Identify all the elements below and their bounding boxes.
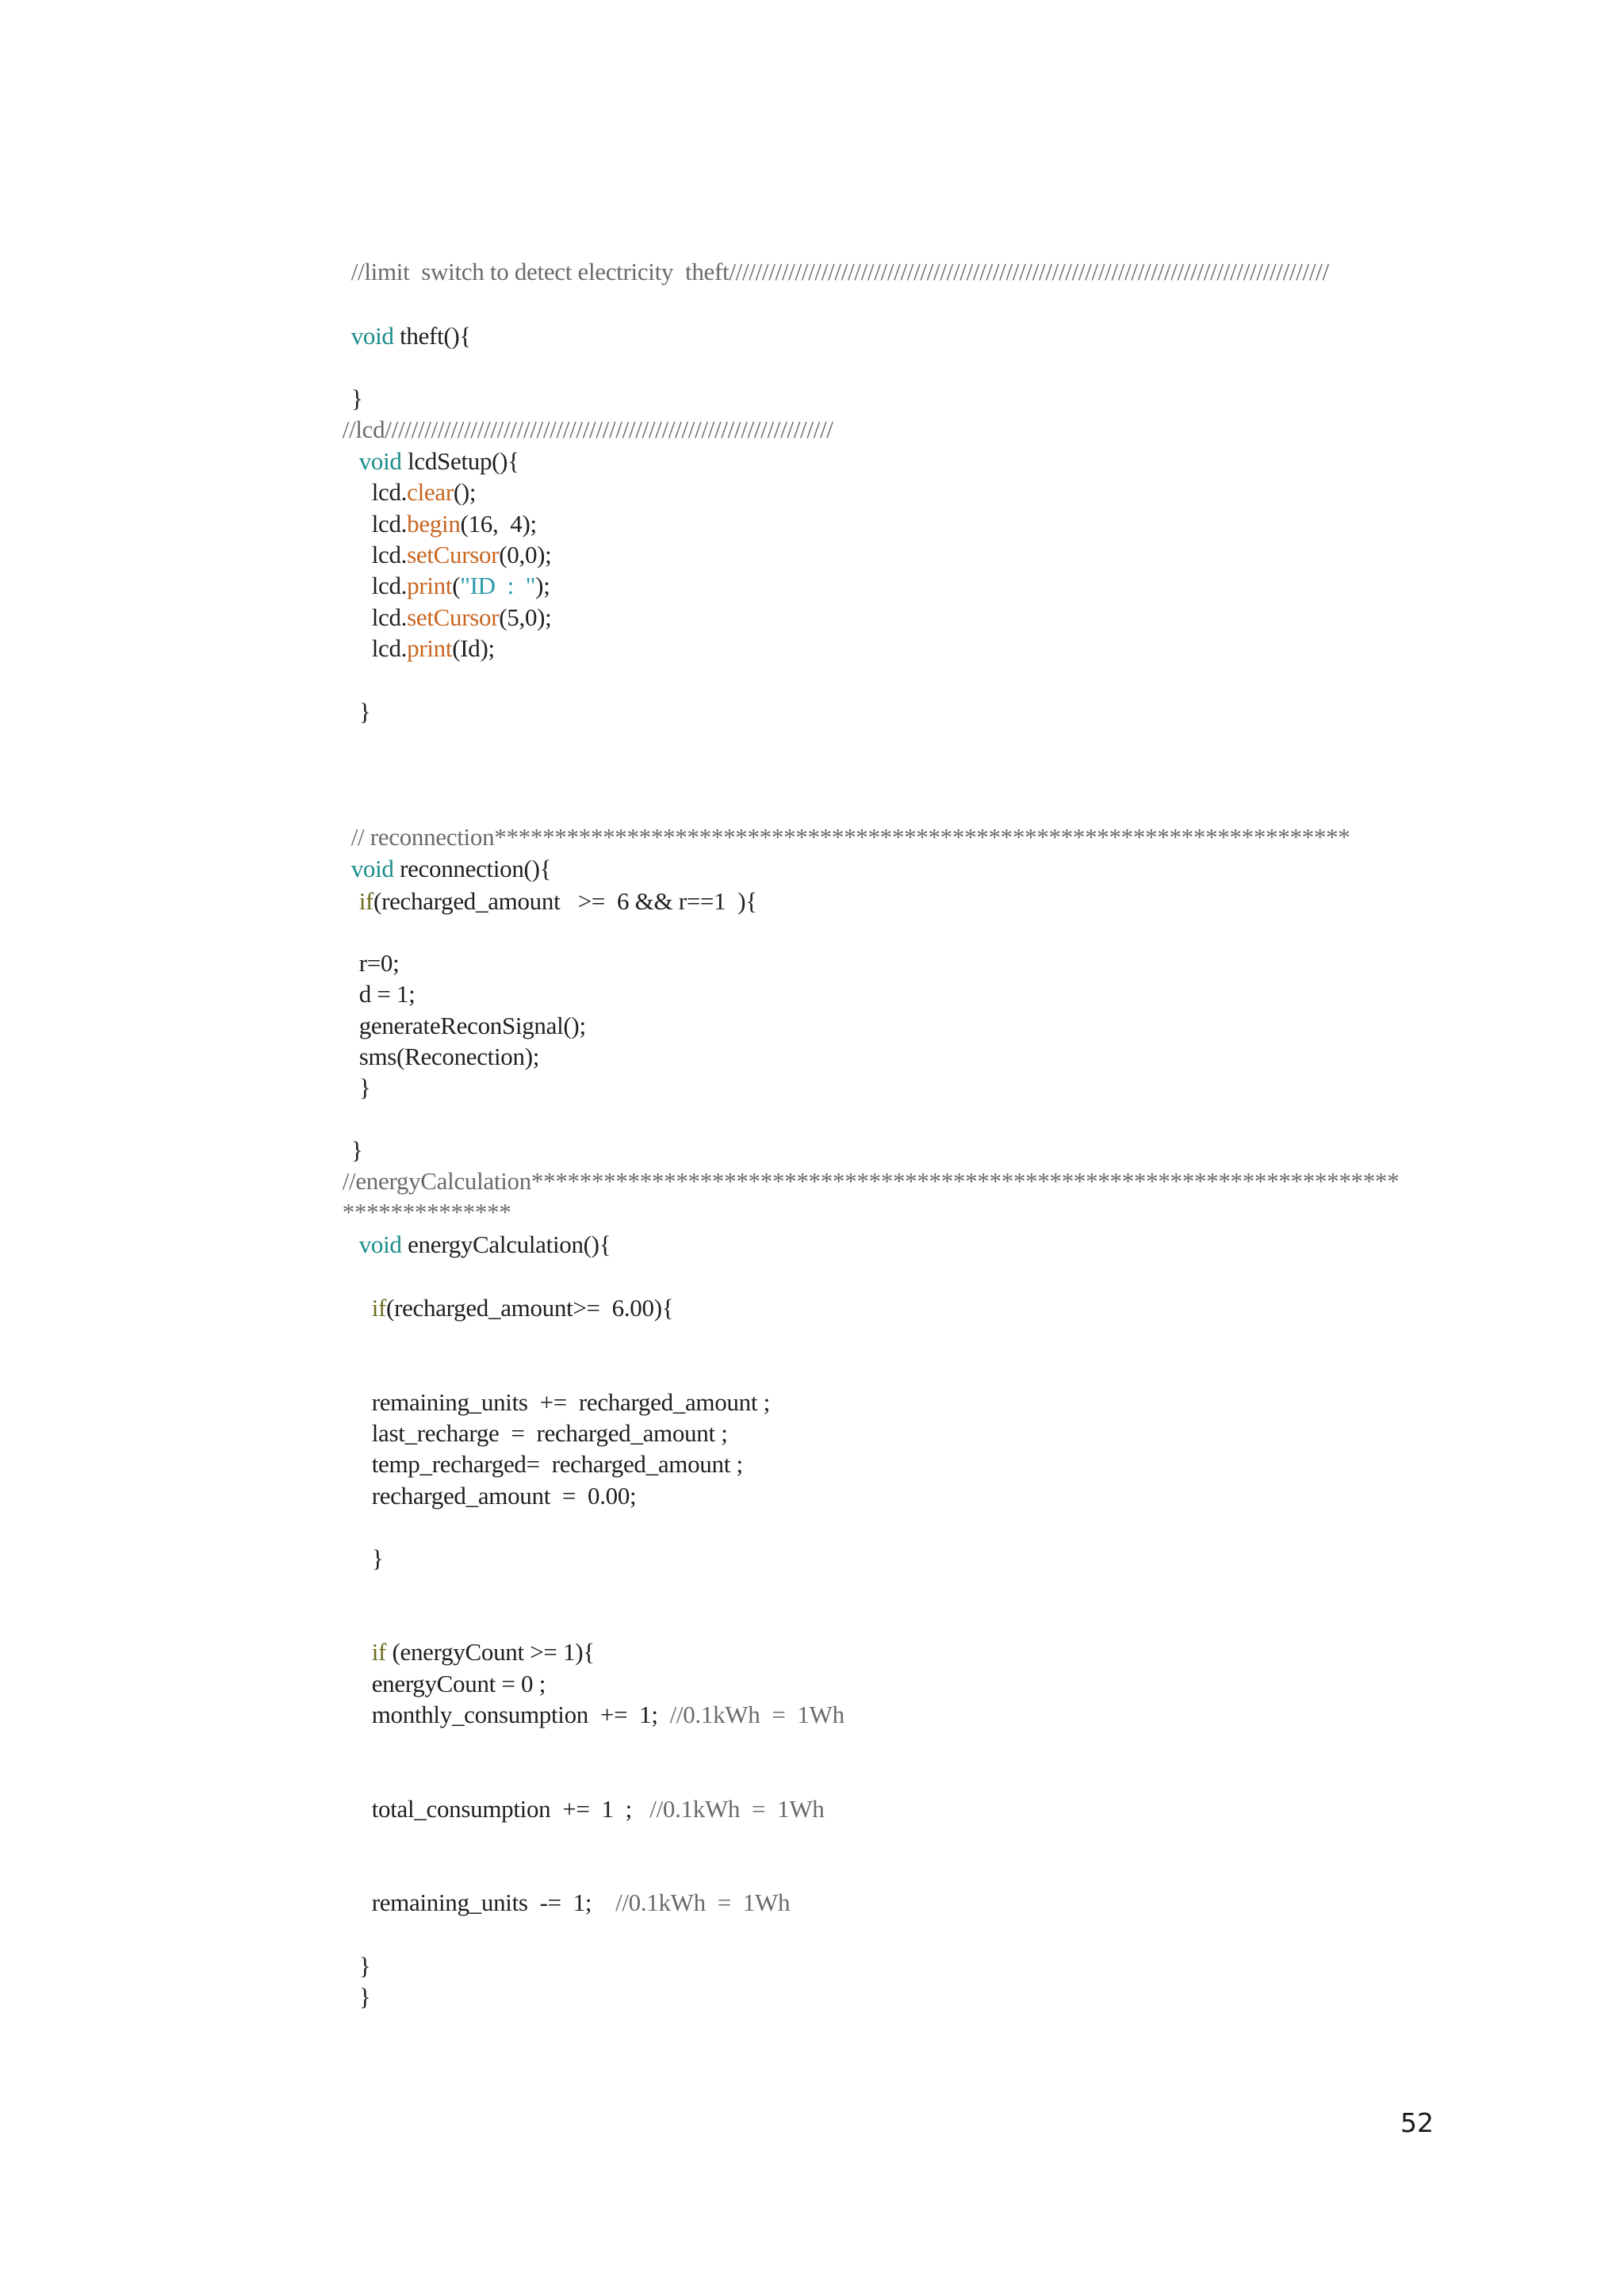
- comment-asterisks: ***********************************************************************: [494, 823, 1350, 851]
- statement: remaining_units += recharged_amount ;: [371, 1388, 770, 1416]
- closing-brace: }: [358, 698, 371, 725]
- method-name: setCursor: [407, 603, 500, 631]
- statement: remaining_units -= 1;: [371, 1888, 615, 1916]
- comment-text: //limit switch to detect electricity theft: [350, 258, 730, 285]
- code-line-energy-remaining-sub: [336, 1855, 790, 1950]
- comment-asterisks-wrap: **************: [342, 1198, 511, 1226]
- arguments: ();: [453, 478, 477, 506]
- open-paren: (: [452, 572, 461, 599]
- keyword-if: if: [371, 1638, 387, 1666]
- statement: temp_recharged= recharged_amount ;: [371, 1450, 743, 1478]
- statement: sms(Reconection);: [358, 1043, 540, 1070]
- comment-slashes: ////////////////////////////////////////////////////////////////////: [385, 415, 833, 443]
- inline-comment: //0.1kWh = 1Wh: [649, 1795, 825, 1823]
- string-literal: "ID : ": [460, 572, 536, 599]
- comment-slashes: ///////////////////////////////////////////////////////////////////////////////////////////: [729, 258, 1329, 285]
- statement: d = 1;: [358, 980, 416, 1008]
- code-line-energy-total: [336, 1762, 824, 1857]
- code-line-energy-if-recharged: [336, 1261, 673, 1356]
- object-name: lcd.: [371, 478, 408, 506]
- if-condition: (recharged_amount >= 6 && r==1 ){: [373, 887, 757, 915]
- closing-brace: }: [371, 1544, 384, 1572]
- arguments: (16, 4);: [460, 510, 537, 538]
- arguments: (5,0);: [499, 603, 552, 631]
- code-line-energy-close: [324, 1950, 370, 2045]
- if-condition: (energyCount >= 1){: [386, 1638, 595, 1666]
- function-signature: reconnection(){: [393, 855, 552, 882]
- function-signature: lcdSetup(){: [401, 447, 519, 475]
- code-line-energy-if1-close: [336, 1511, 383, 1606]
- function-signature: energyCalculation(){: [401, 1230, 611, 1258]
- closing-brace: }: [350, 1136, 363, 1164]
- inline-comment: //0.1kWh = 1Wh: [615, 1888, 791, 1916]
- keyword-if: if: [358, 887, 374, 915]
- function-signature: theft(){: [393, 322, 472, 350]
- code-line-lcd-close: [324, 664, 370, 760]
- page-number: 52: [1400, 2107, 1434, 2138]
- if-condition: (recharged_amount>= 6.00){: [386, 1294, 674, 1322]
- comment-asterisks: ************************************************************************: [530, 1167, 1400, 1195]
- method-name: clear: [407, 478, 454, 506]
- comment-text: // reconnection: [350, 823, 495, 851]
- keyword-if: if: [371, 1294, 387, 1322]
- comment-text: //lcd: [342, 415, 385, 443]
- statement: recharged_amount = 0.00;: [371, 1482, 637, 1510]
- statement: last_recharge = recharged_amount ;: [371, 1419, 728, 1447]
- statement: generateReconSignal();: [358, 1012, 586, 1039]
- statement: total_consumption += 1 ;: [371, 1795, 650, 1823]
- keyword-void: void: [350, 322, 394, 350]
- keyword-void: void: [358, 1230, 402, 1258]
- method-name: print: [407, 634, 453, 662]
- method-name: print: [407, 572, 453, 599]
- object-name: lcd.: [371, 510, 408, 538]
- object-name: lcd.: [371, 541, 408, 568]
- arguments: (0,0);: [499, 541, 552, 568]
- method-name: begin: [407, 510, 461, 538]
- object-name: lcd.: [371, 634, 408, 662]
- closing-brace: }: [350, 385, 363, 412]
- arguments: (Id);: [452, 634, 495, 662]
- object-name: lcd.: [371, 572, 408, 599]
- statement: energyCount = 0 ;: [371, 1670, 546, 1697]
- closing-brace: }: [358, 1983, 371, 2011]
- keyword-void: void: [358, 447, 402, 475]
- code-line-energy-monthly: [336, 1667, 845, 1762]
- keyword-void: void: [350, 855, 394, 882]
- arguments: );: [535, 572, 550, 599]
- method-name: setCursor: [407, 541, 500, 568]
- inline-comment: //0.1kWh = 1Wh: [669, 1701, 845, 1728]
- object-name: lcd.: [371, 603, 408, 631]
- closing-brace: }: [358, 1952, 371, 1980]
- comment-text: //energyCalculation: [342, 1167, 531, 1195]
- statement: monthly_consumption += 1;: [371, 1701, 670, 1728]
- closing-brace: }: [358, 1073, 371, 1101]
- statement: r=0;: [358, 949, 400, 977]
